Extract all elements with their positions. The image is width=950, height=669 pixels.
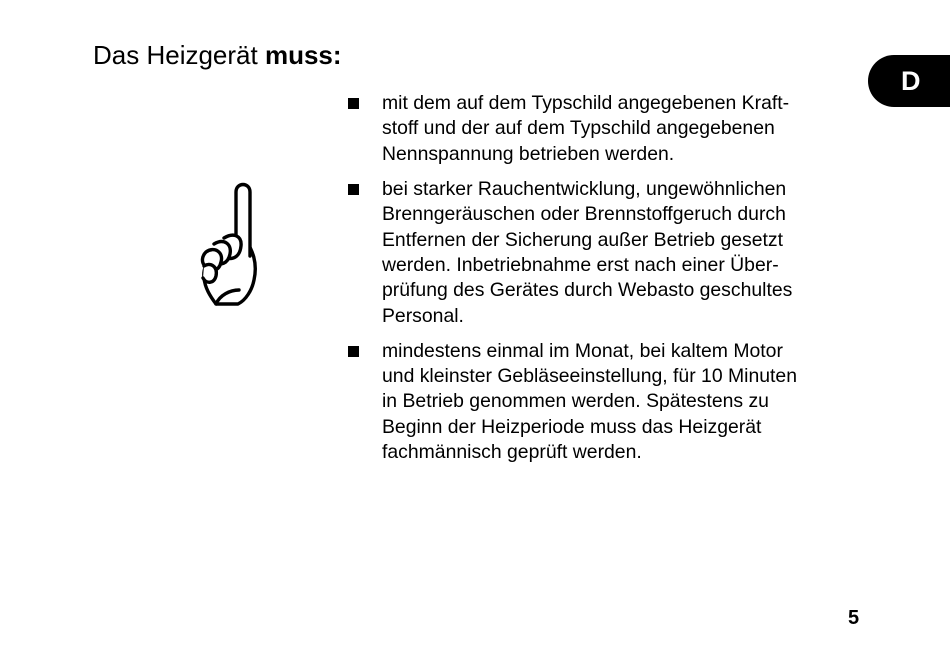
language-tab (868, 55, 950, 107)
list-item-line: bei starker Rauchentwicklung, ungewöhnlichen (382, 177, 787, 200)
list-item (347, 91, 867, 167)
page-number: 5 (848, 607, 860, 629)
list-item-line: in Betrieb genommen werden. Spätestens zu (382, 390, 769, 413)
heading-prefix: Das Heizgerät (93, 40, 265, 70)
list-item-line: stoff und der auf dem Typschild angegebenen (382, 117, 775, 140)
language-tab-label: D (901, 65, 921, 96)
list-item-line: Personal. (382, 304, 464, 327)
list-item-line: mindestens einmal im Monat, bei kaltem Motor (382, 339, 783, 362)
requirements-list (347, 91, 867, 475)
list-item (347, 177, 867, 329)
pointing-hand-icon (194, 180, 266, 310)
list-item-line: Entfernen der Sicherung außer Betrieb gesetzt (382, 228, 783, 251)
list-item-line: mit dem auf dem Typschild angegebenen Kraft- (382, 92, 790, 114)
list-item-line: prüfung des Gerätes durch Webasto geschultes (382, 279, 793, 302)
square-bullet-icon (348, 98, 359, 109)
list-item-line: fachmännisch geprüft werden. (382, 441, 642, 464)
list-item-line: werden. Inbetriebnahme erst nach einer Über- (382, 253, 779, 276)
list-item (347, 339, 867, 466)
list-item-line: und kleinster Gebläseeinstellung, für 10 Minuten (382, 365, 797, 388)
square-bullet-icon (348, 346, 359, 357)
list-item-line: Nennspannung betrieben werden. (382, 142, 675, 165)
heading-emphasis: muss: (264, 40, 342, 70)
list-item-line: Beginn der Heizperiode muss das Heizgerät (382, 415, 762, 438)
list-item-line: Brenngeräuschen oder Brennstoffgeruch durch (382, 203, 786, 226)
section-heading (93, 38, 342, 72)
square-bullet-icon (348, 184, 359, 195)
